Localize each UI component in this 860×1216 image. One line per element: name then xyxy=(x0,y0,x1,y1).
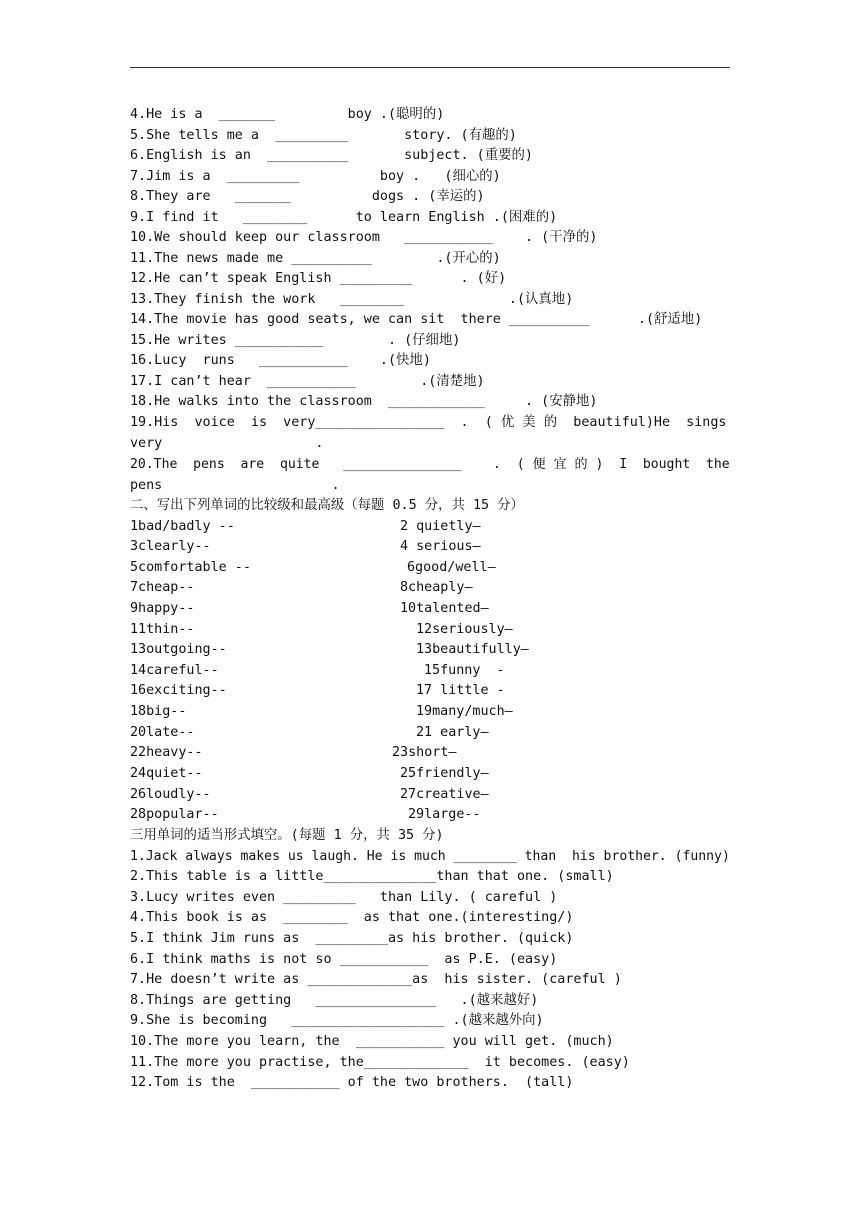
question-line: 12.He can’t speak English _________ . (好) xyxy=(130,271,507,286)
word-row: 14careful-- 15funny - xyxy=(130,662,505,678)
question-line: 16.Lucy runs ___________ .(快地) xyxy=(130,353,431,368)
question-line: 6.I think maths is not so ___________ as P.E. (easy) xyxy=(130,951,558,967)
question-line: 4.He is a _______ boy .(聪明的) xyxy=(130,107,445,122)
header-rule xyxy=(130,67,730,68)
question-line: 9.She is becoming ___________________ .(越来越外向) xyxy=(130,1013,544,1028)
word-row: 20late-- 21 early— xyxy=(130,724,489,740)
question-line: 6.English is an __________ subject. (重要的) xyxy=(130,148,533,163)
question-line: 10.The more you learn, the ___________ you will get. (much) xyxy=(130,1034,614,1049)
question-line: 7.He doesn’t write as _____________as his sister. (careful ) xyxy=(130,972,622,987)
word-row: 22heavy-- 23short— xyxy=(130,745,457,760)
question-line: 3.Lucy writes even _________ than Lily. ( careful ) xyxy=(130,889,558,905)
word-row: 9happy-- 10talented— xyxy=(130,600,489,616)
word-row: 3clearly-- 4 serious— xyxy=(130,539,481,554)
word-row: 5comfortable -- 6good/well— xyxy=(130,559,496,575)
word-row: 11thin-- 12seriously— xyxy=(130,621,513,637)
question-line: 9.I find it ________ to learn English .(困难的) xyxy=(130,209,558,225)
word-row: 7cheap-- 8cheaply— xyxy=(130,580,473,595)
word-row: 13outgoing-- 13beautifully— xyxy=(130,642,529,657)
question-line-continued: very . xyxy=(130,436,324,451)
question-line: 10.We should keep our classroom ___________ . (干净的) xyxy=(130,230,598,245)
question-line: 8.Things are getting _______________ .(越来越好) xyxy=(130,992,539,1008)
question-line: 18.He walks into the classroom ____________ . (安静地) xyxy=(130,394,598,409)
section-heading: 三用单词的适当形式填空。(每题 1 分，共 35 分) xyxy=(130,827,444,843)
word-row: 24quiet-- 25friendly— xyxy=(130,766,489,781)
word-row: 18big-- 19many/much— xyxy=(130,704,513,719)
question-line-continued: pens . xyxy=(130,477,340,493)
word-row: 16exciting-- 17 little - xyxy=(130,683,505,698)
question-line: 12.Tom is the ___________ of the two brothers. (tall) xyxy=(130,1075,574,1090)
word-row: 1bad/badly -- 2 quietly— xyxy=(130,518,481,534)
section-heading: 二、写出下列单词的比较级和最高级（每题 0.5 分，共 15 分） xyxy=(130,498,524,513)
question-line: 20.The pens are quite _______________ . ( 便 宜 的 ) I bought the xyxy=(130,456,730,472)
question-line: 5.She tells me a _________ story. (有趣的) xyxy=(130,127,517,143)
word-row: 28popular-- 29large-- xyxy=(130,807,481,822)
question-line: 5.I think Jim runs as _________as his brother. (quick) xyxy=(130,931,574,946)
question-line: 4.This book is as ________ as that one.(interesting/) xyxy=(130,910,574,925)
question-line: 1.Jack always makes us laugh. He is much ________ than his brother. (funny) xyxy=(130,848,730,864)
word-row: 26loudly-- 27creative— xyxy=(130,786,489,802)
question-line: 2.This table is a little______________than that one. (small) xyxy=(130,869,614,884)
question-line: 13.They finish the work ________ .(认真地) xyxy=(130,291,574,307)
question-line: 15.He writes ___________ . (仔细地) xyxy=(130,332,461,348)
question-line: 7.Jim is a _________ boy . (细心的) xyxy=(130,168,501,184)
question-line: 19.His voice is very________________ . ( 优 美 的 beautiful)He sings xyxy=(130,415,727,430)
question-line: 8.They are _______ dogs . (幸运的) xyxy=(130,189,485,204)
question-line: 11.The news made me __________ .(开心的) xyxy=(130,250,501,266)
question-line: 11.The more you practise, the_____________ it becomes. (easy) xyxy=(130,1054,630,1070)
question-line: 17.I can’t hear ___________ .(清楚地) xyxy=(130,373,485,389)
question-line: 14.The movie has good seats, we can sit there __________ .(舒适地) xyxy=(130,312,703,327)
